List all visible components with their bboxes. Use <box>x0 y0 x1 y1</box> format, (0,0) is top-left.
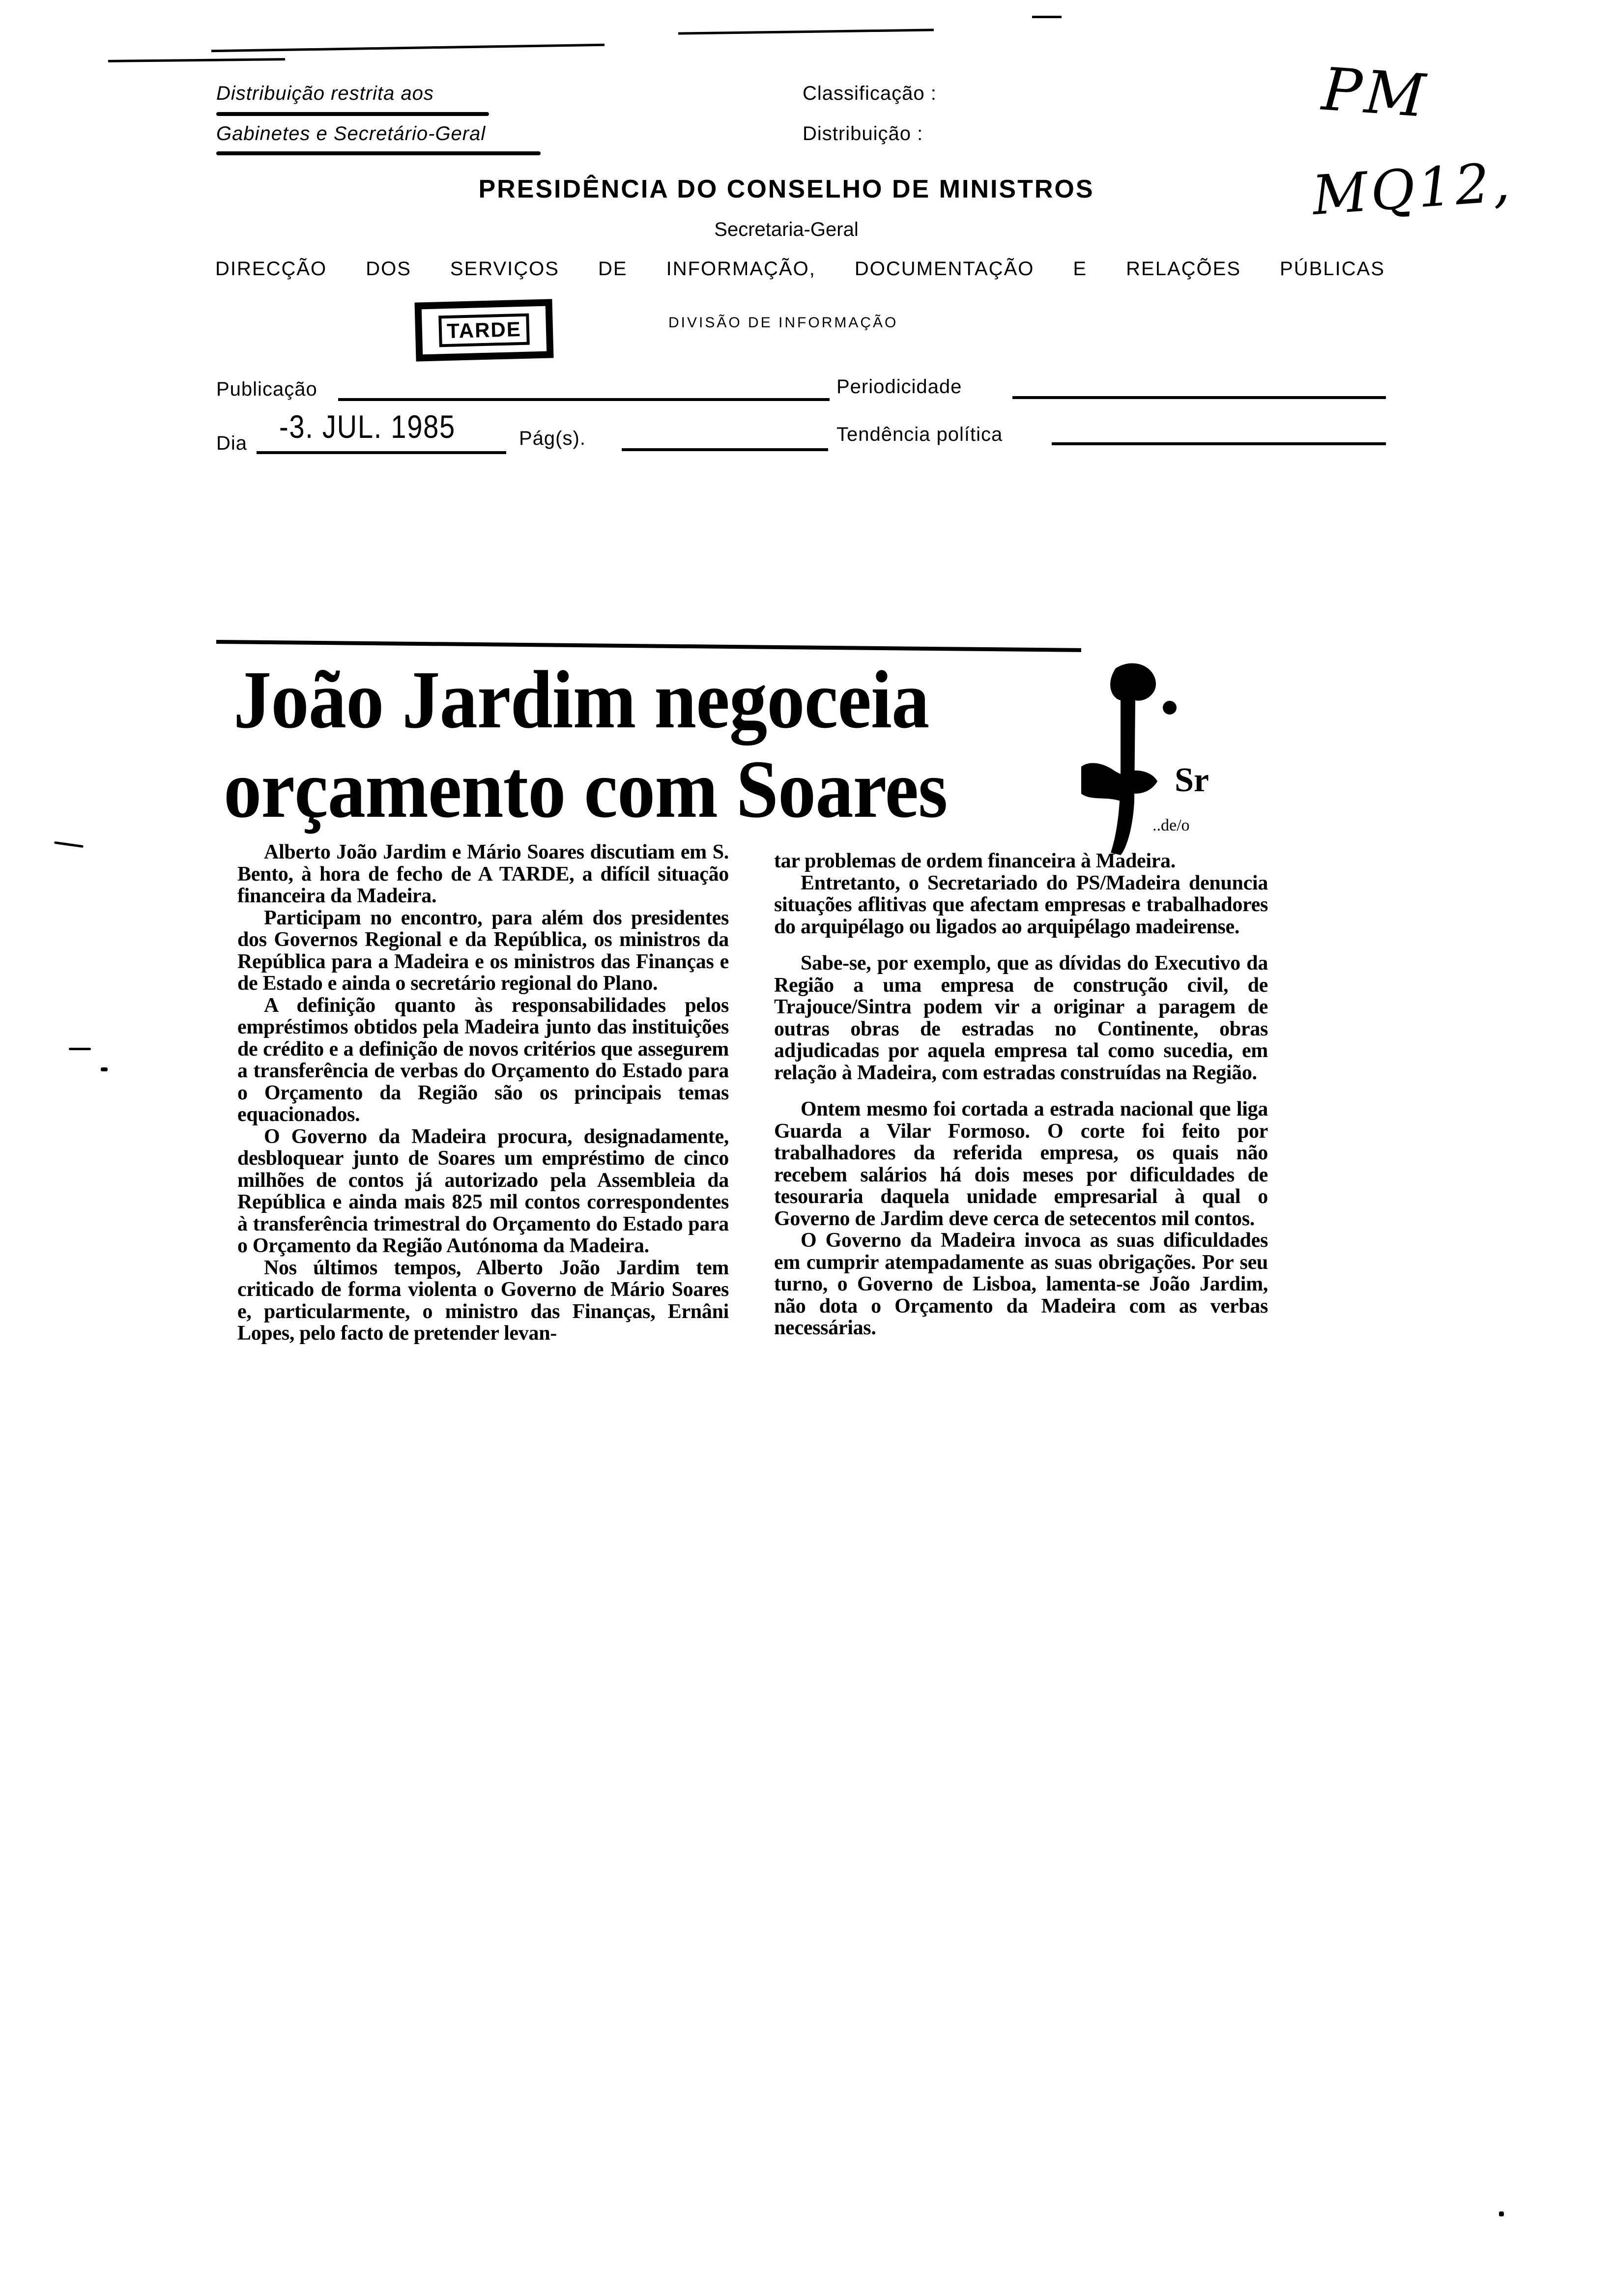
directorate-word: PÚBLICAS <box>1280 258 1385 280</box>
directorate-word: DOS <box>366 258 411 280</box>
article-top-rule <box>216 640 1081 652</box>
scan-artifact-line <box>108 58 285 62</box>
department-title: Secretaria-Geral <box>714 219 859 240</box>
margin-mark <box>54 841 84 848</box>
article-paragraph: Sabe-se, por exemplo, que as dívidas do Executivo da Região a uma empresa de construção civil, de Trajouce/Sintra podem vir a originar a paragem de outras obras de estradas no Continente, obras adjudicadas por aquela empresa tal como sucedia, em relação à Madeira, com estradas construídas na Região. <box>774 952 1268 1084</box>
underline <box>216 112 489 116</box>
handwritten-annotation-code: MQ12, <box>1310 150 1515 228</box>
article-paragraph: O Governo da Madeira invoca as suas dificuldades em cumprir atempadamente as suas obrigações. Por seu turno, o Governo de Lisboa, lamenta-se João Jardim, não dota o Orçamento da Madeira com as verbas necessárias. <box>774 1229 1268 1339</box>
dia-field <box>257 451 506 454</box>
periodicidade-label: Periodicidade <box>836 376 962 398</box>
division-title: DIVISÃO DE INFORMAÇÃO <box>668 315 898 331</box>
scan-artifact-line <box>678 29 934 34</box>
article-headline-line-2: orçamento com Soares <box>224 744 948 835</box>
date-stamp: -3. JUL. 1985 <box>279 408 456 445</box>
pags-label: Pág(s). <box>519 428 586 449</box>
article-paragraph: Alberto João Jardim e Mário Soares discutiam em S. Bento, à hora de fecho de A TARDE, a difícil situação financeira da Madeira. <box>237 841 729 907</box>
article-headline-line-1: João Jardim negoceia <box>233 654 929 746</box>
underline <box>216 151 541 155</box>
ink-smudge-icon <box>1071 654 1248 860</box>
article-column-left <box>237 841 729 1345</box>
pags-field <box>622 448 828 451</box>
svg-text:Sr: Sr <box>1175 761 1209 799</box>
handwritten-annotation-initials: PM <box>1320 55 1431 131</box>
classificacao-label: Classificação : <box>803 83 937 104</box>
directorate-word: DIRECÇÃO <box>215 258 327 280</box>
article-paragraph: O Governo da Madeira procura, designadamente, desbloquear junto de Soares um empréstimo de cinco milhões de contos já autorizado pela Assembleia da República e ainda mais 825 mil contos correspondentes à transferência trimestral do Orçamento do Estado para o Orçamento da Região Autónoma da Madeira. <box>237 1125 729 1257</box>
article-paragraph: Nos últimos tempos, Alberto João Jardim tem criticado de forma violenta o Governo de Mário Soares e, particularmente, o ministro das Finanças, Ernâni Lopes, pelo facto de pretender levan- <box>237 1256 729 1345</box>
tendencia-label: Tendência política <box>836 424 1003 445</box>
directorate-word: INFORMAÇÃO, <box>666 258 816 280</box>
margin-mark <box>1499 2211 1504 2216</box>
dia-label: Dia <box>216 432 248 454</box>
scan-artifact-line <box>211 44 604 53</box>
svg-text:..de/o: ..de/o <box>1152 816 1190 834</box>
article-paragraph: A definição quanto às responsabilidades pelos empréstimos obtidos pela Madeira junto das instituições de crédito e a definição de novos critérios que assegurem a transferência de verbas do Orçamento do Estado para o Orçamento da Região são os principais temas equacionados. <box>237 994 729 1126</box>
publicacao-label: Publicação <box>216 378 317 400</box>
publicacao-field <box>338 398 830 401</box>
directorate-word: DE <box>598 258 628 280</box>
directorate-title <box>215 258 1385 280</box>
directorate-word: RELAÇÕES <box>1126 258 1241 280</box>
restricted-distribution-line-1: Distribuição restrita aos <box>216 83 434 104</box>
scan-artifact-line <box>1032 16 1062 18</box>
article-paragraph: Entretanto, o Secretariado do PS/Madeira denuncia situações aflitivas que afectam empresas e trabalhadores do arquipélago ou ligados ao arquipélago madeirense. <box>774 871 1268 938</box>
directorate-word: E <box>1073 258 1088 280</box>
organization-title: PRESIDÊNCIA DO CONSELHO DE MINISTROS <box>478 175 1094 203</box>
publication-stamp <box>414 299 553 361</box>
article-paragraph: Ontem mesmo foi cortada a estrada nacional que liga Guarda a Vilar Formoso. O corte foi feito por trabalhadores da referida empresa, os quais não recebem salários há dois meses por dificuldades de tesouraria daquela unidade empresarial à qual o Governo de Jardim deve cerca de setecentos mil contos. <box>774 1098 1268 1230</box>
publication-stamp-label: TARDE <box>438 314 529 347</box>
periodicidade-field <box>1012 396 1386 399</box>
article-column-right <box>774 850 1268 1339</box>
article-paragraph: tar problemas de ordem financeira à Madeira. <box>774 850 1176 872</box>
article-paragraph: Participam no encontro, para além dos presidentes dos Governos Regional e da República, os ministros da República para a Madeira e os ministros das Finanças e de Estado e ainda o secretário regional do Plano. <box>237 906 729 995</box>
distribuicao-label: Distribuição : <box>803 123 923 144</box>
tendencia-field <box>1052 442 1386 445</box>
directorate-word: SERVIÇOS <box>450 258 559 280</box>
margin-mark <box>69 1048 91 1050</box>
margin-mark <box>101 1067 108 1071</box>
directorate-word: DOCUMENTAÇÃO <box>854 258 1035 280</box>
restricted-distribution-line-2: Gabinetes e Secretário-Geral <box>216 123 486 144</box>
